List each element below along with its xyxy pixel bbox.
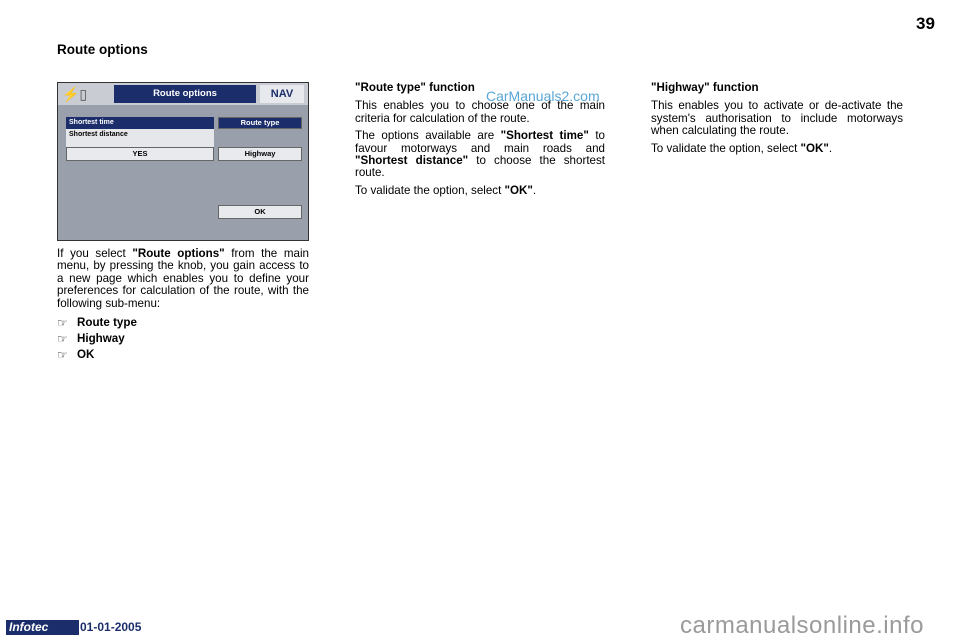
pointing-hand-icon: ☞: [57, 315, 68, 330]
highway-validate-paragraph: To validate the option, select "OK".: [651, 141, 833, 155]
footer-logo: Infotec: [6, 620, 79, 635]
intro-paragraph: If you select "Route options" from the main menu, by pressing the knob, you gain access to a new page which enables you to define your preferences for calculation of the route, with the following sub-menu:: [57, 247, 310, 310]
route-type-button: Route type: [218, 117, 302, 129]
submenu-list: [57, 315, 309, 363]
nav-tab: NAV: [260, 85, 304, 103]
screen-mode-icons: ⚡▯: [62, 86, 88, 102]
route-type-options-paragraph: The options available are "Shortest time" to favour motorways and main roads and "Shortest distance" to choose the shortest route.: [355, 129, 606, 180]
highway-column: [651, 82, 903, 160]
route-type-heading: "Route type" function: [355, 81, 475, 94]
pointing-hand-icon: ☞: [57, 347, 68, 362]
pointing-hand-icon: ☞: [57, 331, 68, 346]
watermark-top: CarManuals2.com: [486, 88, 600, 104]
intro-column: [57, 248, 309, 363]
highway-heading: "Highway" function: [651, 81, 759, 94]
list-item: ☞ OK: [57, 347, 95, 362]
ok-button: OK: [218, 205, 302, 219]
page-number: 39: [916, 14, 935, 33]
watermark-bottom: carmanualsonline.info: [680, 612, 924, 639]
route-type-validate-paragraph: To validate the option, select "OK".: [355, 183, 537, 197]
highway-button: Highway: [218, 147, 302, 161]
list-item: ☞ Highway: [57, 331, 125, 346]
footer-date: 01-01-2005: [80, 620, 142, 634]
screen-title: Route options: [114, 85, 256, 103]
list-item: Shortest distance: [69, 131, 128, 138]
list-item: ☞ Route type: [57, 315, 137, 330]
list-item: Shortest time: [66, 117, 214, 129]
route-type-paragraph: This enables you to choose one of the main criteria for calculation of the route.: [355, 99, 605, 125]
highway-paragraph: This enables you to activate or de-activate the system's authorisation to include motorways when calculating the route.: [651, 99, 903, 138]
route-options-screen: [57, 82, 309, 241]
page-title: Route options: [57, 42, 148, 57]
yes-button: YES: [66, 147, 214, 161]
